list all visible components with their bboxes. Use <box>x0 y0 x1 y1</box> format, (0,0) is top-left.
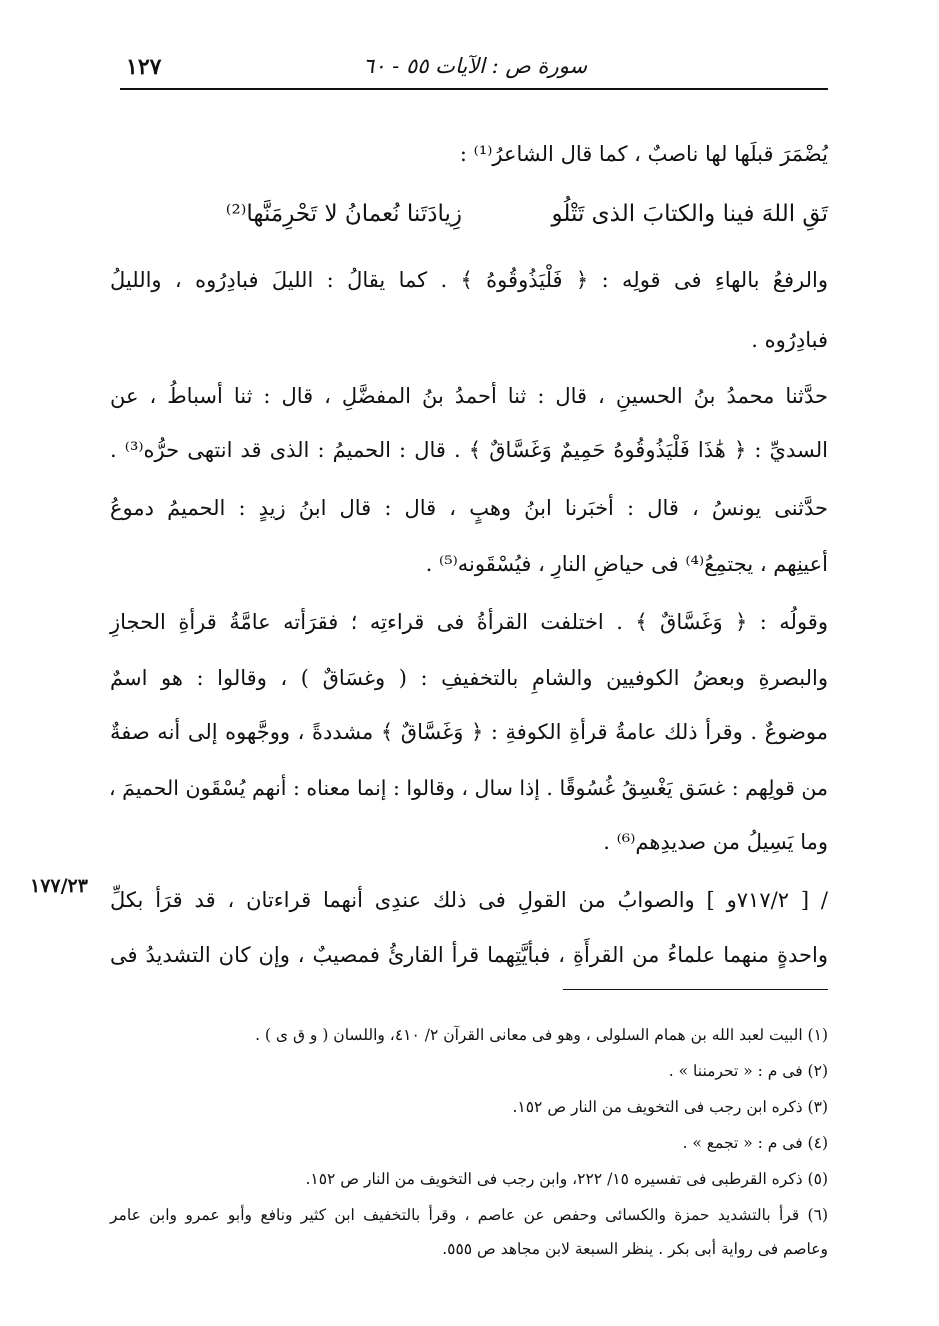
footnote: (١) البيت لعبد الله بن همام السلولى ، وهو فى معانى القرآن ٢/ ٤١٠، واللسان ( و ق ى ) . <box>255 1026 828 1044</box>
text-line: وقولُه : ﴿ وَغَسَّاقٌ ﴾ . اختلفت القرأةُ فى قراءتِه ؛ فقرَأته عامَّةُ قرأةِ الحجازِ <box>110 610 828 634</box>
footnote-separator <box>563 989 828 990</box>
page-number: ١٢٧ <box>126 54 162 80</box>
footnote: (٢) فى م : « تحرمننا » . <box>668 1062 828 1080</box>
footnote: (٣) ذكره ابن رجب فى التخويف من النار ص ١٥٢. <box>512 1098 828 1116</box>
text-line: والبصرةِ وبعضُ الكوفيين والشامِ بالتخفيفِ : ( وغسَاقٌ ) ، وقالوا : هو اسمٌ <box>110 666 828 690</box>
footnote: وعاصم فى رواية أبى بكر . ينظر السبعة لابن مجاهد ص ٥٥٥. <box>442 1240 828 1258</box>
margin-reference: ١٧٧/٢٣ <box>30 875 88 897</box>
footnote: (٤) فى م : « تجمع » . <box>682 1134 828 1152</box>
text-line: واحدةٍ منهما علماءُ من القرأَةِ ، فبأيَّتِهما قرأ القارئُ فمصيبٌ ، وإن كان التشديدُ فى <box>110 943 828 967</box>
page-header <box>120 50 828 90</box>
text-line: حدَّثنى يونسُ ، قال : أخبَرنا ابنُ وهبٍ ، قال : قال ابنُ زيدٍ : الحميمُ دموعُ <box>110 496 828 520</box>
text-line: يُضْمَرَ قبلَها لها ناصبٌ ، كما قال الشاعرُ⁽¹⁾ : <box>459 142 828 166</box>
text-line: حدَّثنا محمدُ بنُ الحسينِ ، قال : ثنا أحمدُ بنُ المفضَّلِ ، قال : ثنا أسباطُ ، عن <box>110 384 828 408</box>
footnote: (٥) ذكره القرطبى فى تفسيره ١٥/ ٢٢٢، وابن رجب فى التخويف من النار ص ١٥٢. <box>305 1170 828 1188</box>
text-line: السديِّ : ﴿ هَٰذَا فَلْيَذُوقُوهُ حَمِيمٌ وَغَسَّاقٌ ﴾ . قال : الحميمُ : الذى قد انتهى حرُّه⁽³⁾ . <box>110 438 828 462</box>
text-line: موضوعٌ . وقرأ ذلك عامةُ قرأةِ الكوفةِ : ﴿ وَغَسَّاقٌ ﴾ مشددةً ، ووجَّهوه إلى أنه صفةٌ <box>110 720 828 744</box>
text-line: فبادِرُوه . <box>751 328 828 352</box>
verse-second-hemistich: تَقِ اللهَ فينا والكتابَ الذى تَتْلُو <box>551 201 828 227</box>
verse-first-hemistich: زِيادَتَنا نُعمانُ لا تَحْرِمَنَّها⁽²⁾ <box>225 201 462 227</box>
text-line: أعينِهم ، يجتمِعُ⁽⁴⁾ فى حياضِ النارِ ، فيُسْقَونه⁽⁵⁾ . <box>425 552 828 576</box>
running-head: سورة ص : الآيات ٥٥ - ٦٠ <box>362 54 588 78</box>
text-line: والرفعُ بالهاءِ فى قولِه : ﴿ فَلْيَذُوقُوهُ ﴾ . كما يقالُ : الليلَ فبادِرُوه ، والليلُ <box>110 268 828 292</box>
text-line: من قولِهم : غسَق يَغْسِقُ غُسُوقًا . إذا سال ، وقالوا : إنما معناه : أنهم يُسْقَون الحميمَ ، <box>108 776 828 800</box>
footnote: (٦) قرأ بالتشديد حمزة والكسائى وحفص عن عاصم ، وقرأ بالتخفيف ابن كثير ونافع وأبو عمرو وابن عامر <box>110 1206 828 1224</box>
text-line: وما يَسِيلُ من صديدِهم⁽⁶⁾ . <box>603 830 828 854</box>
text-line: / [ ٧١٧/٢و ] والصوابُ من القولِ فى ذلك عندِى أنهما قراءتان ، قد قرَأ بكلِّ <box>110 888 828 912</box>
